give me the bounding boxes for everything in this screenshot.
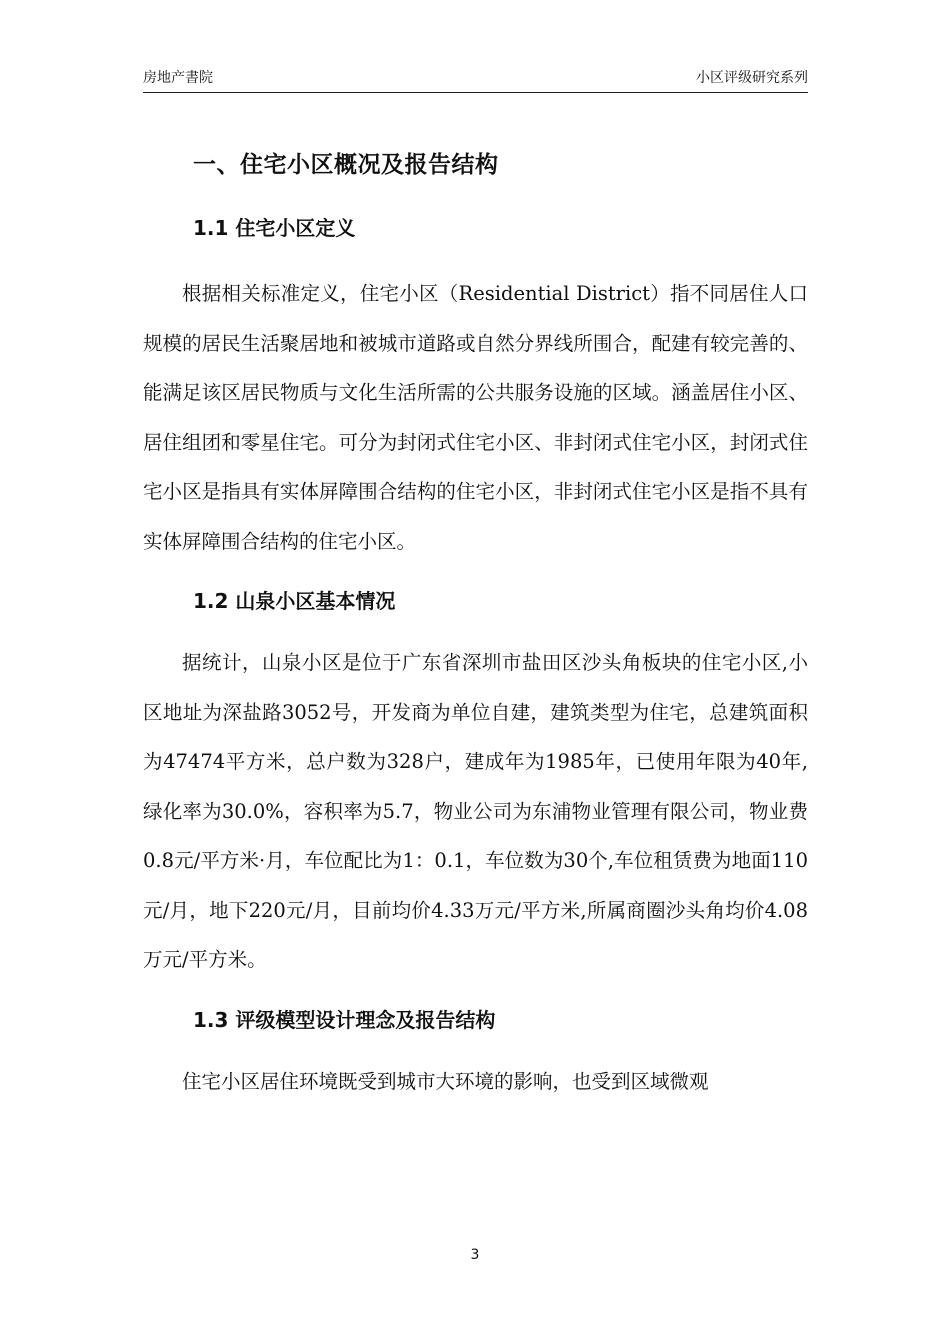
section-paragraph-1-1: 根据相关标准定义，住宅小区（Residential District）指不同居住人口规模的居民生活聚居地和被城市道路或自然分界线所围合，配建有较完善的、能满足该区居民物质与文化生活所需的公共服务设施的区域。涵盖居住小区、居住组团和零星住宅。可分为封闭式住宅小区、非封闭式住宅小区，封闭式住宅小区是指具有实体屏障围合结构的住宅小区，非封闭式住宅小区是指不具有实体屏障围合结构的住宅小区。 xyxy=(143,282,808,553)
section-title-1-3: 1.3 评级模型设计理念及报告结构 xyxy=(193,1007,496,1032)
header-series-title: 小区评级研究系列 xyxy=(696,70,808,86)
header-publisher: 房地产書院 xyxy=(143,70,213,86)
section-paragraph-1-3: 住宅小区居住环境既受到城市大环境的影响，也受到区域微观 xyxy=(182,1069,709,1093)
chapter-title: 一、住宅小区概况及报告结构 xyxy=(193,152,499,178)
section-paragraph-1-2: 据统计，山泉小区是位于广东省深圳市盐田区沙头角板块的住宅小区,小区地址为深盐路3052号，开发商为单位自建，建筑类型为住宅，总建筑面积为47474平方米，总户数为328户，建成年为1985年，已使用年限为40年,绿化率为30.0%，容积率为5.7，物业公司为东浦物业管理有限公司，物业费0.8元/平方米·月，车位配比为1：0.1，车位数为30个,车位租赁费为地面110元/月，地下220元/月，目前均价4.33万元/平方米,所属商圈沙头角均价4.08万元/平方米。 xyxy=(143,651,808,971)
section-title-1-1: 1.1 住宅小区定义 xyxy=(193,216,356,240)
page-header xyxy=(143,64,808,93)
section-title-1-2: 1.2 山泉小区基本情况 xyxy=(193,589,396,613)
page-number: 3 xyxy=(470,1247,480,1263)
document-body xyxy=(143,140,808,1106)
